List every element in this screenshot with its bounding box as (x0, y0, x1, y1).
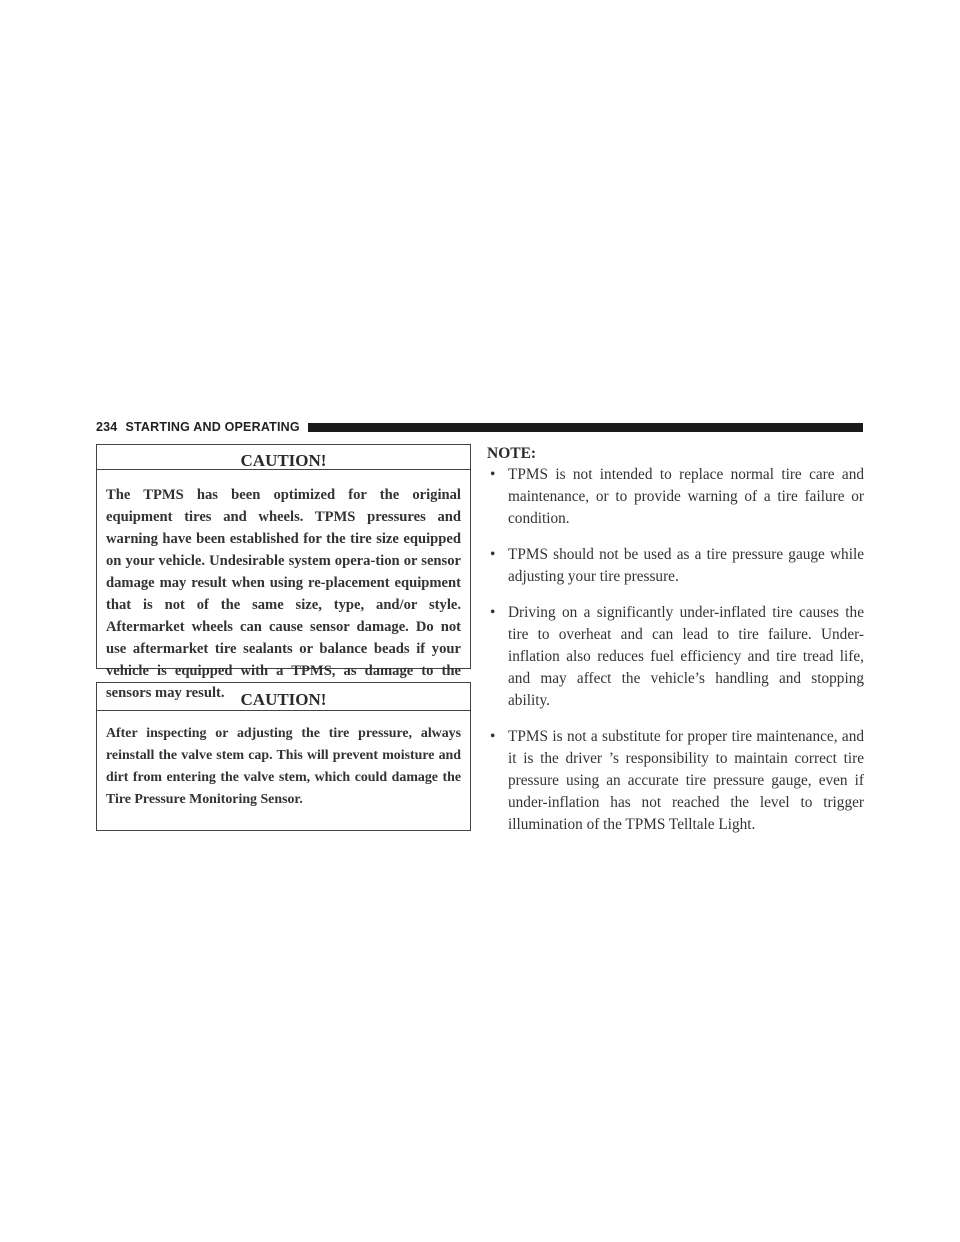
bullet-icon: • (490, 466, 496, 483)
caution-title: CAUTION! (97, 683, 470, 711)
running-header (96, 419, 863, 435)
bullet-icon: • (490, 604, 496, 621)
note-item-text: TPMS should not be used as a tire pressure gauge while adjusting your tire pressure. (508, 546, 864, 585)
bullet-icon: • (490, 546, 496, 563)
caution-text: The TPMS has been optimized for the original equipment tires and wheels. TPMS pressures and warning have been established for the tire size equipped on your vehicle. Undesirable system opera-tion or sensor damage may result when using re-placement equipment that is not of the same size, type, and/or style. Aftermarket wheels can cause sensor damage. Do not use aftermarket tire sealants or balance beads if your vehicle is equipped with a TPMS, as damage to the sensors may result. (106, 487, 461, 701)
note-item (487, 726, 864, 836)
note-item (487, 464, 864, 530)
note-item-text: TPMS is not a substitute for proper tire maintenance, and it is the driver ’s responsibility to maintain correct tire pressure using an accurate tire pressure gauge, even if under-inflation has not reached the level to trigger illumination of the TPMS Telltale Light. (508, 728, 864, 833)
caution-title: CAUTION! (97, 445, 470, 470)
note-label: NOTE: (487, 445, 537, 462)
page-number: 234 (96, 420, 118, 434)
caution-box-valve-stem-cap (96, 682, 471, 831)
caution-text: After inspecting or adjusting the tire pressure, always reinstall the valve stem cap. This will prevent moisture and dirt from entering the valve stem, which could damage the Tire Pressure Monitoring Sensor. (106, 726, 461, 807)
header-rule (308, 423, 863, 432)
section-title: STARTING AND OPERATING (125, 420, 300, 434)
note-list (487, 464, 864, 836)
note-item (487, 544, 864, 588)
note-item (487, 602, 864, 712)
bullet-icon: • (490, 728, 496, 745)
caution-box-tpms-equipment (96, 444, 471, 701)
note-section (487, 444, 864, 850)
note-item-text: TPMS is not intended to replace normal tire care and maintenance, or to provide warning of a tire failure or condition. (508, 466, 864, 527)
note-item-text: Driving on a significantly under-inflated tire causes the tire to overheat and can lead to tire failure. Under-inflation also reduces fuel efficiency and tire tread life, and may affect the vehicle’s handling and stopping ability. (508, 604, 864, 709)
